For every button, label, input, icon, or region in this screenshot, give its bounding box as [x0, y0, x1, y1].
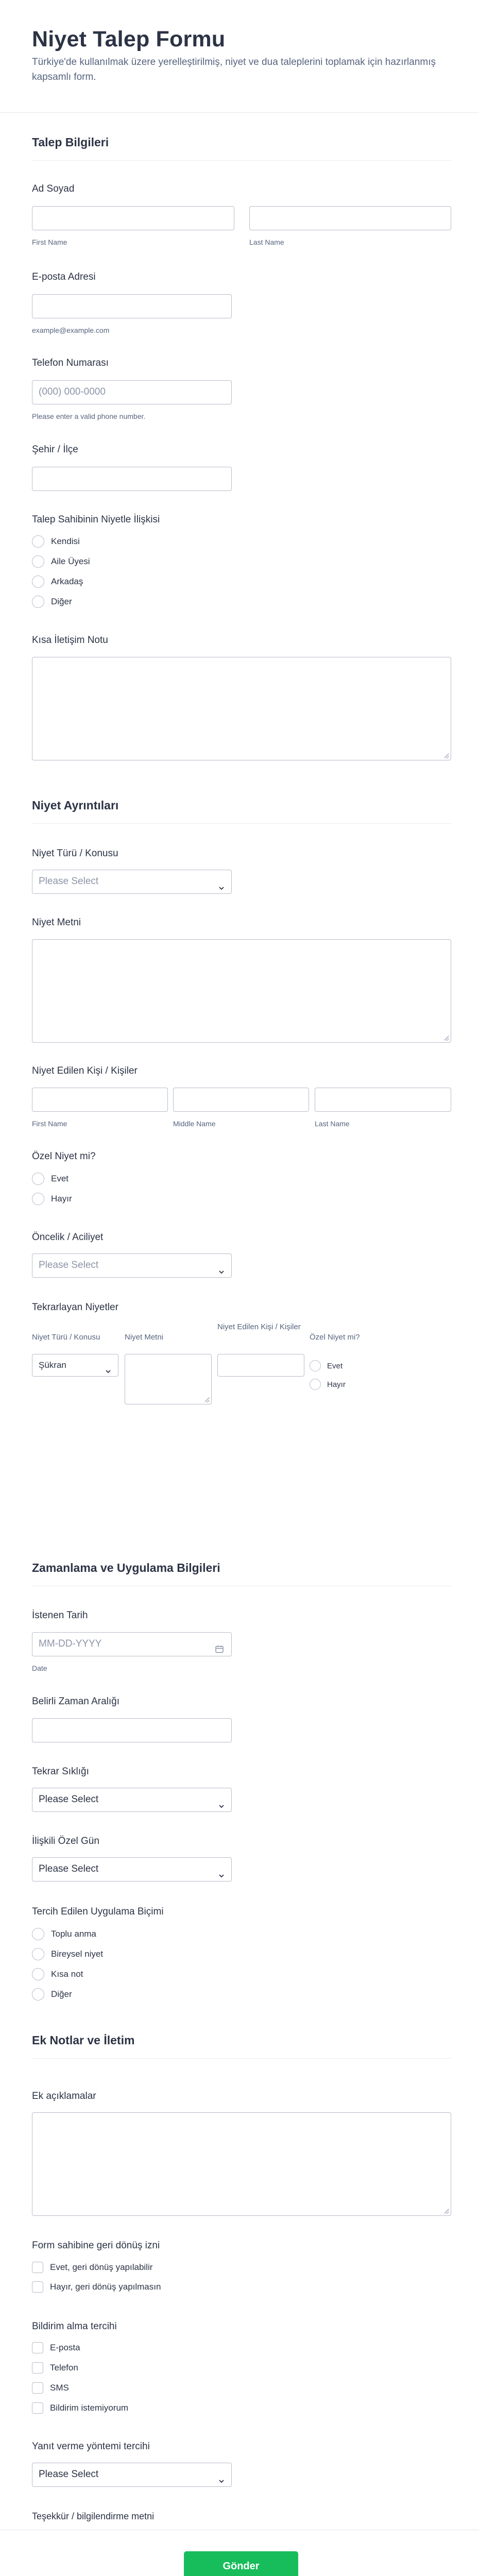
form-title: Niyet Talep Formu: [32, 27, 226, 52]
radio-button[interactable]: [310, 1379, 321, 1390]
date-label: İstenen Tarih: [32, 1610, 88, 1621]
radio-label: Evet: [51, 1174, 69, 1183]
radio-button[interactable]: [32, 1988, 44, 2001]
radio-button[interactable]: [32, 596, 44, 608]
persons-label: Niyet Edilen Kişi / Kişiler: [32, 1065, 138, 1076]
frequency-label: Tekrar Sıklığı: [32, 1766, 89, 1777]
checkbox[interactable]: [32, 2281, 43, 2293]
reply-label: Yanıt verme yöntemi tercihi: [32, 2441, 150, 2452]
submit-button[interactable]: Gönder: [184, 2551, 298, 2576]
radio-label: Evet: [327, 1361, 343, 1370]
fullname-label: Ad Soyad: [32, 183, 75, 194]
radio-label: Diğer: [51, 1989, 72, 1999]
recurring-type-select[interactable]: [32, 1354, 118, 1377]
radio-option-kendisi[interactable]: [32, 535, 80, 548]
radio-label: Kendisi: [51, 536, 80, 546]
checkbox-option-evet[interactable]: [32, 2262, 152, 2273]
last-name-sublabel: Last Name: [249, 238, 284, 246]
recurring-col-special: Özel Niyet mi?: [310, 1333, 360, 1342]
person-first-input[interactable]: [32, 1088, 168, 1112]
radio-option-diger-2[interactable]: [32, 1988, 72, 2001]
resize-handle-icon[interactable]: [443, 2208, 449, 2213]
checkbox-option-telefon[interactable]: [32, 2362, 78, 2374]
recurring-text-textarea[interactable]: [125, 1354, 212, 1404]
niyet-type-label: Niyet Türü / Konusu: [32, 848, 118, 859]
relation-label: Talep Sahibinin Niyetle İlişkisi: [32, 514, 160, 525]
radio-option-hayir[interactable]: [32, 1193, 72, 1205]
recurring-col-type: Niyet Türü / Konusu: [32, 1333, 100, 1342]
recurring-persons-input[interactable]: [217, 1354, 304, 1377]
radio-button[interactable]: [32, 1968, 44, 1980]
last-name-input[interactable]: [249, 206, 451, 230]
select-value: Please Select: [39, 1863, 99, 1874]
chevron-down-icon: [105, 1362, 112, 1369]
city-label: Şehir / İlçe: [32, 444, 78, 455]
radio-button[interactable]: [32, 1193, 44, 1205]
radio-button[interactable]: [32, 575, 44, 588]
select-value: Please Select: [39, 2469, 99, 2480]
recurring-label: Tekrarlayan Niyetler: [32, 1302, 118, 1313]
person-middle-sublabel: Middle Name: [173, 1120, 216, 1128]
frequency-select[interactable]: [32, 1788, 232, 1812]
radio-label: Kısa not: [51, 1969, 83, 1979]
form-subtitle: Türkiye'de kullanılmak üzere yerelleştirilmiş, niyet ve dua taleplerini toplamak için hazırlanmış kapsamlı form.: [32, 57, 436, 82]
radio-button[interactable]: [310, 1360, 321, 1371]
niyet-text-textarea[interactable]: [32, 939, 451, 1043]
recurring-radio-evet[interactable]: [310, 1360, 343, 1371]
phone-input[interactable]: (000) 000-0000: [32, 380, 232, 404]
timerange-input[interactable]: [32, 1718, 232, 1742]
checkbox[interactable]: [32, 2382, 43, 2394]
checkbox[interactable]: [32, 2362, 43, 2374]
phone-sublabel: Please enter a valid phone number.: [32, 412, 146, 420]
person-middle-input[interactable]: [173, 1088, 309, 1112]
method-label: Tercih Edilen Uygulama Biçimi: [32, 1906, 164, 1917]
note-textarea[interactable]: [32, 657, 451, 760]
priority-label: Öncelik / Aciliyet: [32, 1232, 104, 1243]
recurring-radio-hayir[interactable]: [310, 1379, 346, 1390]
header-divider: [0, 112, 479, 113]
resize-handle-icon[interactable]: [443, 1035, 449, 1040]
email-input[interactable]: [32, 294, 232, 318]
section-divider: [32, 823, 451, 824]
specialday-select[interactable]: [32, 1857, 232, 1882]
select-value: Please Select: [39, 876, 99, 887]
section-title-talep: Talep Bilgileri: [32, 135, 109, 149]
radio-button[interactable]: [32, 555, 44, 568]
person-last-sublabel: Last Name: [315, 1120, 350, 1128]
radio-label: Bireysel niyet: [51, 1949, 104, 1959]
first-name-sublabel: First Name: [32, 238, 67, 246]
section-divider: [32, 160, 451, 161]
radio-label: Diğer: [51, 597, 72, 606]
resize-handle-icon[interactable]: [443, 753, 449, 758]
person-first-sublabel: First Name: [32, 1120, 67, 1128]
chevron-down-icon: [218, 1796, 225, 1803]
feedback-label: Form sahibine geri dönüş izni: [32, 2240, 160, 2251]
checkbox[interactable]: [32, 2342, 43, 2353]
chevron-down-icon: [218, 1262, 225, 1269]
niyet-type-select[interactable]: [32, 870, 232, 894]
city-input[interactable]: [32, 467, 232, 491]
checkbox-label: Telefon: [50, 2363, 78, 2372]
recurring-col-text: Niyet Metni: [125, 1333, 164, 1342]
select-value: Şükran: [39, 1360, 66, 1370]
section-divider: [32, 2058, 451, 2059]
radio-label: Arkadaş: [51, 577, 83, 586]
checkbox-label: E-posta: [50, 2343, 80, 2352]
thanks-label: Teşekkür / bilgilendirme metni: [32, 2511, 155, 2521]
radio-button[interactable]: [32, 535, 44, 548]
reply-select[interactable]: [32, 2463, 232, 2487]
radio-label: Hayır: [327, 1380, 346, 1389]
select-value: Please Select: [39, 1794, 99, 1805]
checkbox-option-hayir[interactable]: [32, 2281, 161, 2293]
radio-option-aile[interactable]: [32, 555, 90, 568]
first-name-input[interactable]: [32, 206, 234, 230]
radio-option-diger[interactable]: [32, 596, 72, 608]
section-title-ek-notlar: Ek Notlar ve İletim: [32, 2033, 135, 2047]
checkbox-label: Hayır, geri dönüş yapılmasın: [50, 2282, 161, 2292]
recurring-col-persons: Niyet Edilen Kişi / Kişiler: [217, 1323, 301, 1331]
radio-label: Aile Üyesi: [51, 556, 90, 566]
chevron-down-icon: [218, 2471, 225, 2478]
radio-button[interactable]: [32, 1928, 44, 1940]
radio-option-kisa-not[interactable]: [32, 1968, 83, 1980]
checkbox-label: Bildirim istemiyorum: [50, 2403, 129, 2413]
radio-button[interactable]: [32, 1948, 44, 1960]
checkbox-label: Evet, geri dönüş yapılabilir: [50, 2262, 153, 2272]
checkbox[interactable]: [32, 2262, 43, 2273]
radio-button[interactable]: [32, 1173, 44, 1185]
extra-label: Ek açıklamalar: [32, 2091, 96, 2102]
date-placeholder: MM-DD-YYYY: [39, 1638, 102, 1649]
date-input[interactable]: [32, 1632, 232, 1656]
specialday-label: İlişkili Özel Gün: [32, 1836, 99, 1846]
priority-select[interactable]: [32, 1253, 232, 1278]
notify-label: Bildirim alma tercihi: [32, 2321, 117, 2332]
special-label: Özel Niyet mi?: [32, 1151, 96, 1162]
email-label: E-posta Adresi: [32, 272, 96, 282]
email-sublabel: example@example.com: [32, 326, 110, 334]
radio-option-toplu[interactable]: [32, 1928, 96, 1940]
radio-option-evet[interactable]: [32, 1173, 69, 1185]
chevron-down-icon: [218, 878, 225, 885]
chevron-down-icon: [218, 1866, 225, 1873]
checkbox-label: SMS: [50, 2383, 69, 2393]
section-title-niyet: Niyet Ayrıntıları: [32, 799, 119, 812]
select-value: Please Select: [39, 1260, 99, 1270]
checkbox-option-eposta[interactable]: [32, 2342, 80, 2353]
timerange-label: Belirli Zaman Aralığı: [32, 1696, 120, 1707]
checkbox-option-sms[interactable]: [32, 2382, 69, 2394]
date-sublabel: Date: [32, 1664, 47, 1672]
phone-label: Telefon Numarası: [32, 358, 109, 368]
niyet-text-label: Niyet Metni: [32, 917, 81, 928]
radio-label: Toplu anma: [51, 1929, 96, 1939]
checkbox[interactable]: [32, 2402, 43, 2414]
section-title-zamanlama: Zamanlama ve Uygulama Bilgileri: [32, 1561, 220, 1574]
resize-handle-icon[interactable]: [204, 1397, 209, 1402]
checkbox-option-istemiyorum[interactable]: [32, 2402, 128, 2414]
radio-label: Hayır: [51, 1194, 72, 1204]
radio-option-bireysel[interactable]: [32, 1948, 103, 1960]
calendar-icon[interactable]: [215, 1640, 224, 1649]
note-label: Kısa İletişim Notu: [32, 635, 108, 646]
person-last-input[interactable]: [315, 1088, 451, 1112]
radio-option-arkadas[interactable]: [32, 575, 83, 588]
extra-textarea[interactable]: [32, 2112, 451, 2216]
